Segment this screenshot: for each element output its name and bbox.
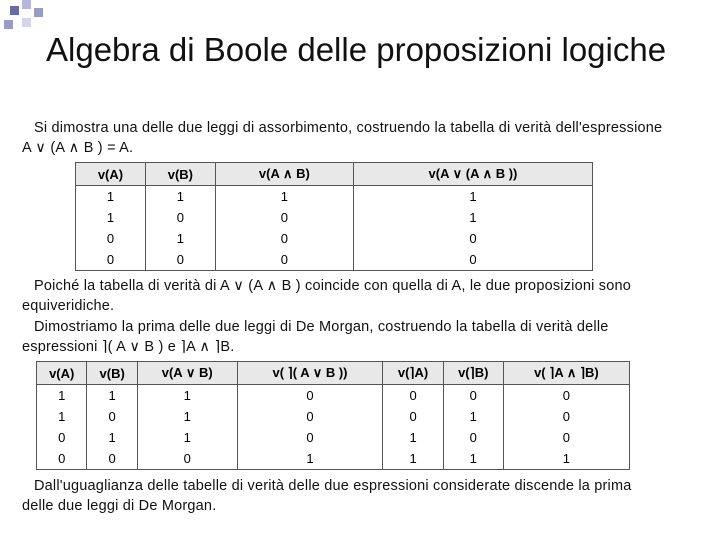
table2-header: v( ⌉( A ∨ B )) xyxy=(237,362,383,385)
table-row xyxy=(37,448,630,470)
table1-header: v(A) xyxy=(76,163,146,186)
table-cell: 1 xyxy=(353,186,592,208)
table-cell: 1 xyxy=(137,427,237,448)
table-cell: 0 xyxy=(503,385,629,407)
table1-header: v(A ∧ B) xyxy=(215,163,353,186)
table2-header: v(A ∨ B) xyxy=(137,362,237,385)
table-cell: 1 xyxy=(145,186,215,208)
table-cell: 1 xyxy=(76,186,146,208)
table1-header: v(B) xyxy=(145,163,215,186)
table-cell: 1 xyxy=(145,228,215,249)
table-cell: 0 xyxy=(215,228,353,249)
table-cell: 0 xyxy=(383,406,443,427)
table2-header: v( ⌉A ∧ ⌉B) xyxy=(503,362,629,385)
table-cell: 0 xyxy=(215,207,353,228)
corner-square xyxy=(22,18,31,27)
table-row xyxy=(37,406,630,427)
table-cell: 1 xyxy=(237,448,383,470)
truth-table-absorption xyxy=(75,162,593,271)
table-cell: 1 xyxy=(443,406,503,427)
table-row xyxy=(76,207,593,228)
table-cell: 0 xyxy=(237,406,383,427)
table-cell: 1 xyxy=(76,207,146,228)
table-cell: 1 xyxy=(443,448,503,470)
table-row xyxy=(76,186,593,208)
table-cell: 1 xyxy=(137,385,237,407)
table1-header: v(A ∨ (A ∧ B )) xyxy=(353,163,592,186)
corner-square xyxy=(34,8,43,17)
table-row xyxy=(37,385,630,407)
table-cell: 1 xyxy=(215,186,353,208)
table-cell: 0 xyxy=(145,207,215,228)
table2-header: v(⌉B) xyxy=(443,362,503,385)
table-cell: 1 xyxy=(37,385,87,407)
table-cell: 0 xyxy=(237,385,383,407)
table-cell: 0 xyxy=(37,427,87,448)
intro-paragraph: Si dimostra una delle due leggi di assorbimento, costruendo la tabella di verità dell'espressione A ∨ (A ∧ B ) = A. xyxy=(22,120,663,156)
table-cell: 0 xyxy=(215,249,353,271)
table-cell: 1 xyxy=(383,448,443,470)
table-row xyxy=(76,249,593,271)
table-cell: 0 xyxy=(145,249,215,271)
table-cell: 0 xyxy=(76,249,146,271)
table-cell: 0 xyxy=(87,406,137,427)
de-morgan-paragraph: Dimostriamo la prima delle due leggi di De Morgan, costruendo la tabella di verità delle espressioni ⌉( A ∨ B ) e ⌉A ∧ ⌉B. xyxy=(22,319,609,355)
table-cell: 1 xyxy=(37,406,87,427)
table-cell: 0 xyxy=(443,427,503,448)
table-cell: 0 xyxy=(76,228,146,249)
table-row xyxy=(37,427,630,448)
table-cell: 0 xyxy=(137,448,237,470)
table-cell: 1 xyxy=(87,427,137,448)
table-cell: 1 xyxy=(353,207,592,228)
corner-square xyxy=(22,0,31,9)
table-cell: 0 xyxy=(87,448,137,470)
slide-title: Algebra di Boole delle proposizioni logiche xyxy=(46,31,667,68)
table-cell: 0 xyxy=(503,427,629,448)
equivalence-paragraph: Poiché la tabella di verità di A ∨ (A ∧ B ) coincide con quella di A, le due proposizioni sono equiveridiche. xyxy=(22,278,632,314)
corner-square xyxy=(4,20,13,29)
truth-table-de-morgan xyxy=(36,361,630,470)
table-cell: 0 xyxy=(503,406,629,427)
table-cell: 0 xyxy=(353,249,592,271)
table-cell: 0 xyxy=(443,385,503,407)
corner-square xyxy=(10,6,19,15)
table-cell: 1 xyxy=(503,448,629,470)
table2-header: v(A) xyxy=(37,362,87,385)
table-cell: 0 xyxy=(37,448,87,470)
table2-header: v(B) xyxy=(87,362,137,385)
table-cell: 1 xyxy=(383,427,443,448)
table-cell: 1 xyxy=(137,406,237,427)
table-row xyxy=(76,228,593,249)
table2-header: v(⌉A) xyxy=(383,362,443,385)
table-cell: 0 xyxy=(383,385,443,407)
conclusion-paragraph: Dall'uguaglianza delle tabelle di verità delle due espressioni considerate discende la prima delle due leggi di De Morgan. xyxy=(22,478,632,514)
table-cell: 1 xyxy=(87,385,137,407)
table-cell: 0 xyxy=(353,228,592,249)
table-cell: 0 xyxy=(237,427,383,448)
